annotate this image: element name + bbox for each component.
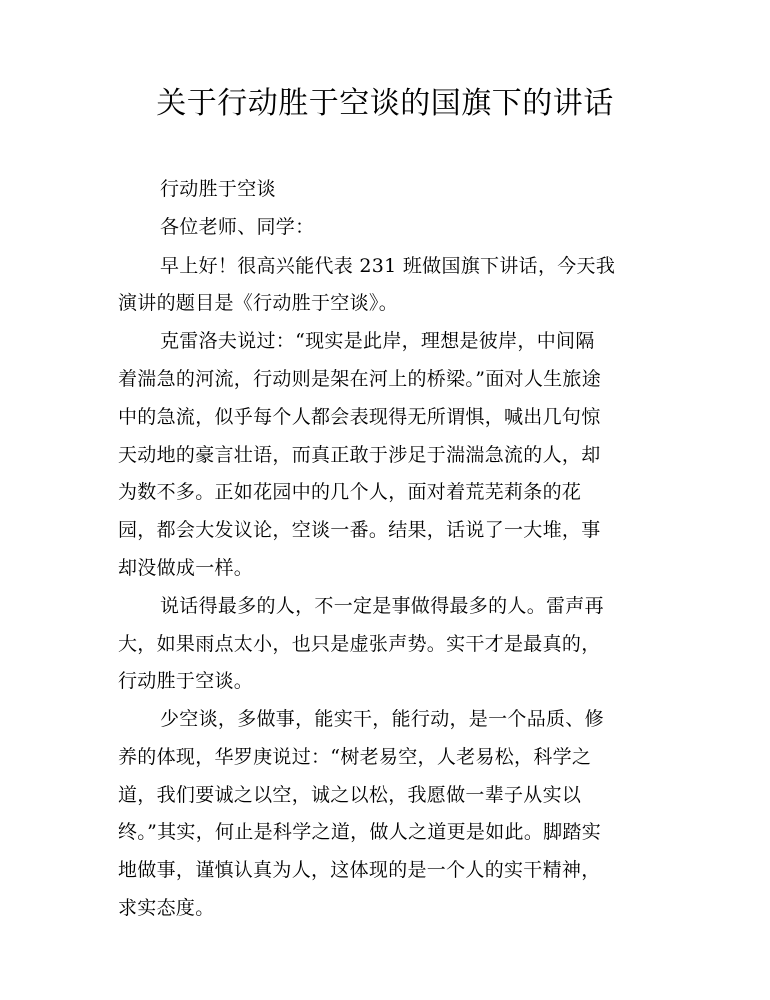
paragraph-4-line-3: 道，我们要诚之以空，诚之以松，我愿做一辈子从实以 — [118, 784, 582, 806]
paragraph-4-line-6: 求实态度。 — [118, 897, 215, 919]
paragraph-2-line-3: 中的急流，似乎每个人都会表现得无所谓惧，喊出几句惊 — [118, 406, 601, 428]
paragraph-3-line-3: 行动胜于空谈。 — [118, 670, 254, 692]
paragraph-4-line-5: 地做事，谨慎认真为人，这体现的是一个人的实干精神， — [118, 859, 601, 881]
paragraph-1-line-1: 早上好！很高兴能代表 231 班做国旗下讲话，今天我 — [160, 255, 616, 277]
paragraph-3-line-2: 大，如果雨点太小，也只是虚张声势。实干才是最真的， — [118, 633, 601, 655]
paragraph-2-line-7: 却没做成一样。 — [118, 557, 254, 579]
paragraph-4-line-1: 少空谈，多做事，能实干，能行动，是一个品质、修 — [160, 708, 604, 730]
paragraph-2-line-2: 着湍急的河流，行动则是架在河上的桥梁。”面对人生旅途 — [118, 368, 602, 390]
paragraph-2-line-5: 为数不多。正如花园中的几个人，面对着荒芜莉条的花 — [118, 481, 582, 503]
paragraph-1-line-2: 演讲的题目是《行动胜于空谈》。 — [118, 292, 399, 314]
paragraph-2-line-6: 园，都会大发议论，空谈一番。结果，话说了一大堆，事 — [118, 519, 601, 541]
paragraph-2-line-1: 克雷洛夫说过：“现实是此岸，理想是彼岸，中间隔 — [160, 330, 595, 352]
paragraph-2-line-4: 天动地的豪言壮语，而真正敢于涉足于湍湍急流的人，却 — [118, 444, 601, 466]
paragraph-4-line-2: 养的体现，华罗庚说过：“树老易空，人老易松，科学之 — [118, 746, 592, 768]
paragraph-4-line-4: 终。”其实，何止是科学之道，做人之道更是如此。脚踏实 — [118, 821, 602, 843]
salutation-line: 各位老师、同学： — [160, 216, 315, 238]
subtitle-line: 行动胜于空谈 — [160, 178, 276, 200]
paragraph-3-line-1: 说话得最多的人，不一定是事做得最多的人。雷声再 — [160, 595, 604, 617]
document-title: 关于行动胜于空谈的国旗下的讲话 — [156, 86, 614, 121]
